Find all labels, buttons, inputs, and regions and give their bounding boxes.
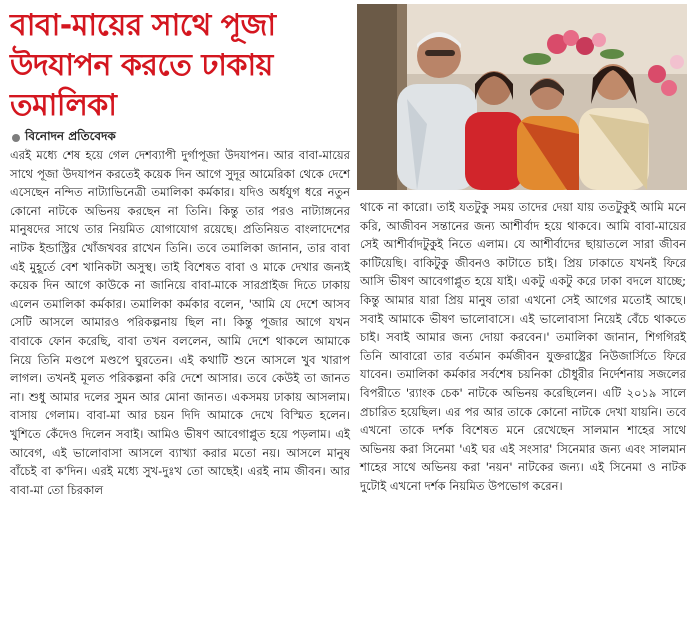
byline-text: বিনোদন প্রতিবেদক <box>25 129 116 143</box>
bullet-icon <box>12 134 20 142</box>
byline <box>12 128 116 148</box>
headline: বাবা-মায়ের সাথে পূজা উদযাপন করতে ঢাকায় তমালিকা <box>10 8 276 123</box>
article-photo <box>357 4 687 190</box>
article-body-left-column: এরই মধ্যে শেষ হয়ে গেল দেশব্যাপী দুর্গাপূজা উদযাপন। আর বাবা-মায়ের সাথে পূজা উদযাপন করতেই কয়েক দিন আগে সুদূর আমেরিকা থেকে দেশে এসেছেন নন্দিত নাট্যাভিনেত্রী তমালিকা কর্মকার। যদিও অর্ধযুগ ধরে নতুন কোনো নাটকে অভিনয় করছেন না তিনি। কিন্তু তার পরও নাট্যাঙ্গনের মানুষদের সাথে তার নিয়মিত যোগাযোগ রয়েছে। প্রতিনিয়ত বাংলাদেশের নাটক ইন্ডাস্ট্রির খোঁজখবর রাখেন তিনি। তবে তমালিকা জানান, তার বাবা এই মুহূর্তে বেশ খানিকটা অসুস্থ। তাই বিশেষত বাবা ও মাকে দেখার জন্যই কয়েক দিন আগে কাউকে না জানিয়ে বাবা-মাকে সারপ্রাইজ দিতে ঢাকায় এলেন তমালিকা কর্মকার। তমালিকা কর্মকার বলেন, 'আমি যে দেশে আসব সেটি আসলে আমারও পরিকল্পনায় ছিল না। কিন্তু পূজার আগে যখন বাবাকে ফোন করেছি, বাবা তখন বললেন, আমি দেশে থাকলে আমাকে নিয়ে তিনি মণ্ডপে মণ্ডপে ঘুরতেন। এই কথাটি শুনে আসলে খুব খারাপ লাগল। তখনই মূলত পরিকল্পনা করি দেশে আসার। তবে কেউই তা জানত না। শুধু আমার দলের সুমন আর মোনা জানত। একসময় ঢাকায় আসলাম। বাসায় গেলাম। বাবা-মা আর চয়ন দিদি আমাকে দেখে বিস্মিত হলেন। খুশিতে কেঁদেও দিলেন সবাই। আমিও ভীষণ আবেগাপ্লুত হয়ে পড়লাম। এই আবেগ, এই ভালোবাসা আসলে ব্যাখ্যা করার মতো নয়। আসলে মানুষ বাঁচেই বা ক'দিন। এরই মধ্যে সুখ-দুঃখ তো আছেই। এরই নাম জীবন। আর বাবা-মা তো চিরকাল <box>10 148 350 497</box>
photo-family-group <box>357 4 687 190</box>
article-body-right-column: থাকে না কারো। তাই যতটুকু সময় তাদের দেয়া যায় ততটুকুই আমি মনে করি, আজীবন সন্তানের জন্য আশীর্বাদ হয়ে থাকবে। আমি বাবা-মায়ের সেই আশীর্বাদটুকুই নিতে এলাম। যে আশীর্বাদের ছায়াতলে সারা জীবন কাটিয়েছি। বাকিটুকু জীবনও কাটাতে চাই। প্রিয় ঢাকাতে যখনই ফিরে আসি ভীষণ আবেগাপ্লুত হয়ে যাই। একটু একটু করে ঢাকা বদলে যাচ্ছে; কিন্তু আমার যারা প্রিয় মানুষ তারা এখনো সেই আগের মতোই আছে। সবাই আমাকে ভীষণ ভালোবাসে। এই ভালোবাসা নিয়েই বেঁচে থাকতে চাই। সবাই আমার জন্য দোয়া করবেন।' তমালিকা জানান, শিগগিরই তিনি আবারো তার বর্তমান কর্মজীবন যুক্তরাষ্ট্রের নিউজার্সিতে ফিরে যাবেন। তমালিকা কর্মকার সর্বশেষ চয়নিকা চৌধুরীর নির্দেশনায় সজলের বিপরীতে 'র‍্যাংক চেক' নাটকে অভিনয় করেছিলেন। এটি ২০১৯ সালে প্রচারিত হয়েছিল। এর পর আর তাকে কোনো নাটকে দেখা যায়নি। তবে এখনো তাকে দর্শক বিশেষত মনে রেখেছেন সালমান শাহের সাথে অভিনয় করা সিনেমা 'এই ঘর এই সংসার' সিনেমার জন্য এবং সালমান শাহের সাথে অভিনয় করা 'নয়ন' নাটকের জন্য। এই সিনেমা ও নাটক দুটোই এখনো দর্শক নিয়মিত উপভোগ করেন। <box>360 200 686 493</box>
